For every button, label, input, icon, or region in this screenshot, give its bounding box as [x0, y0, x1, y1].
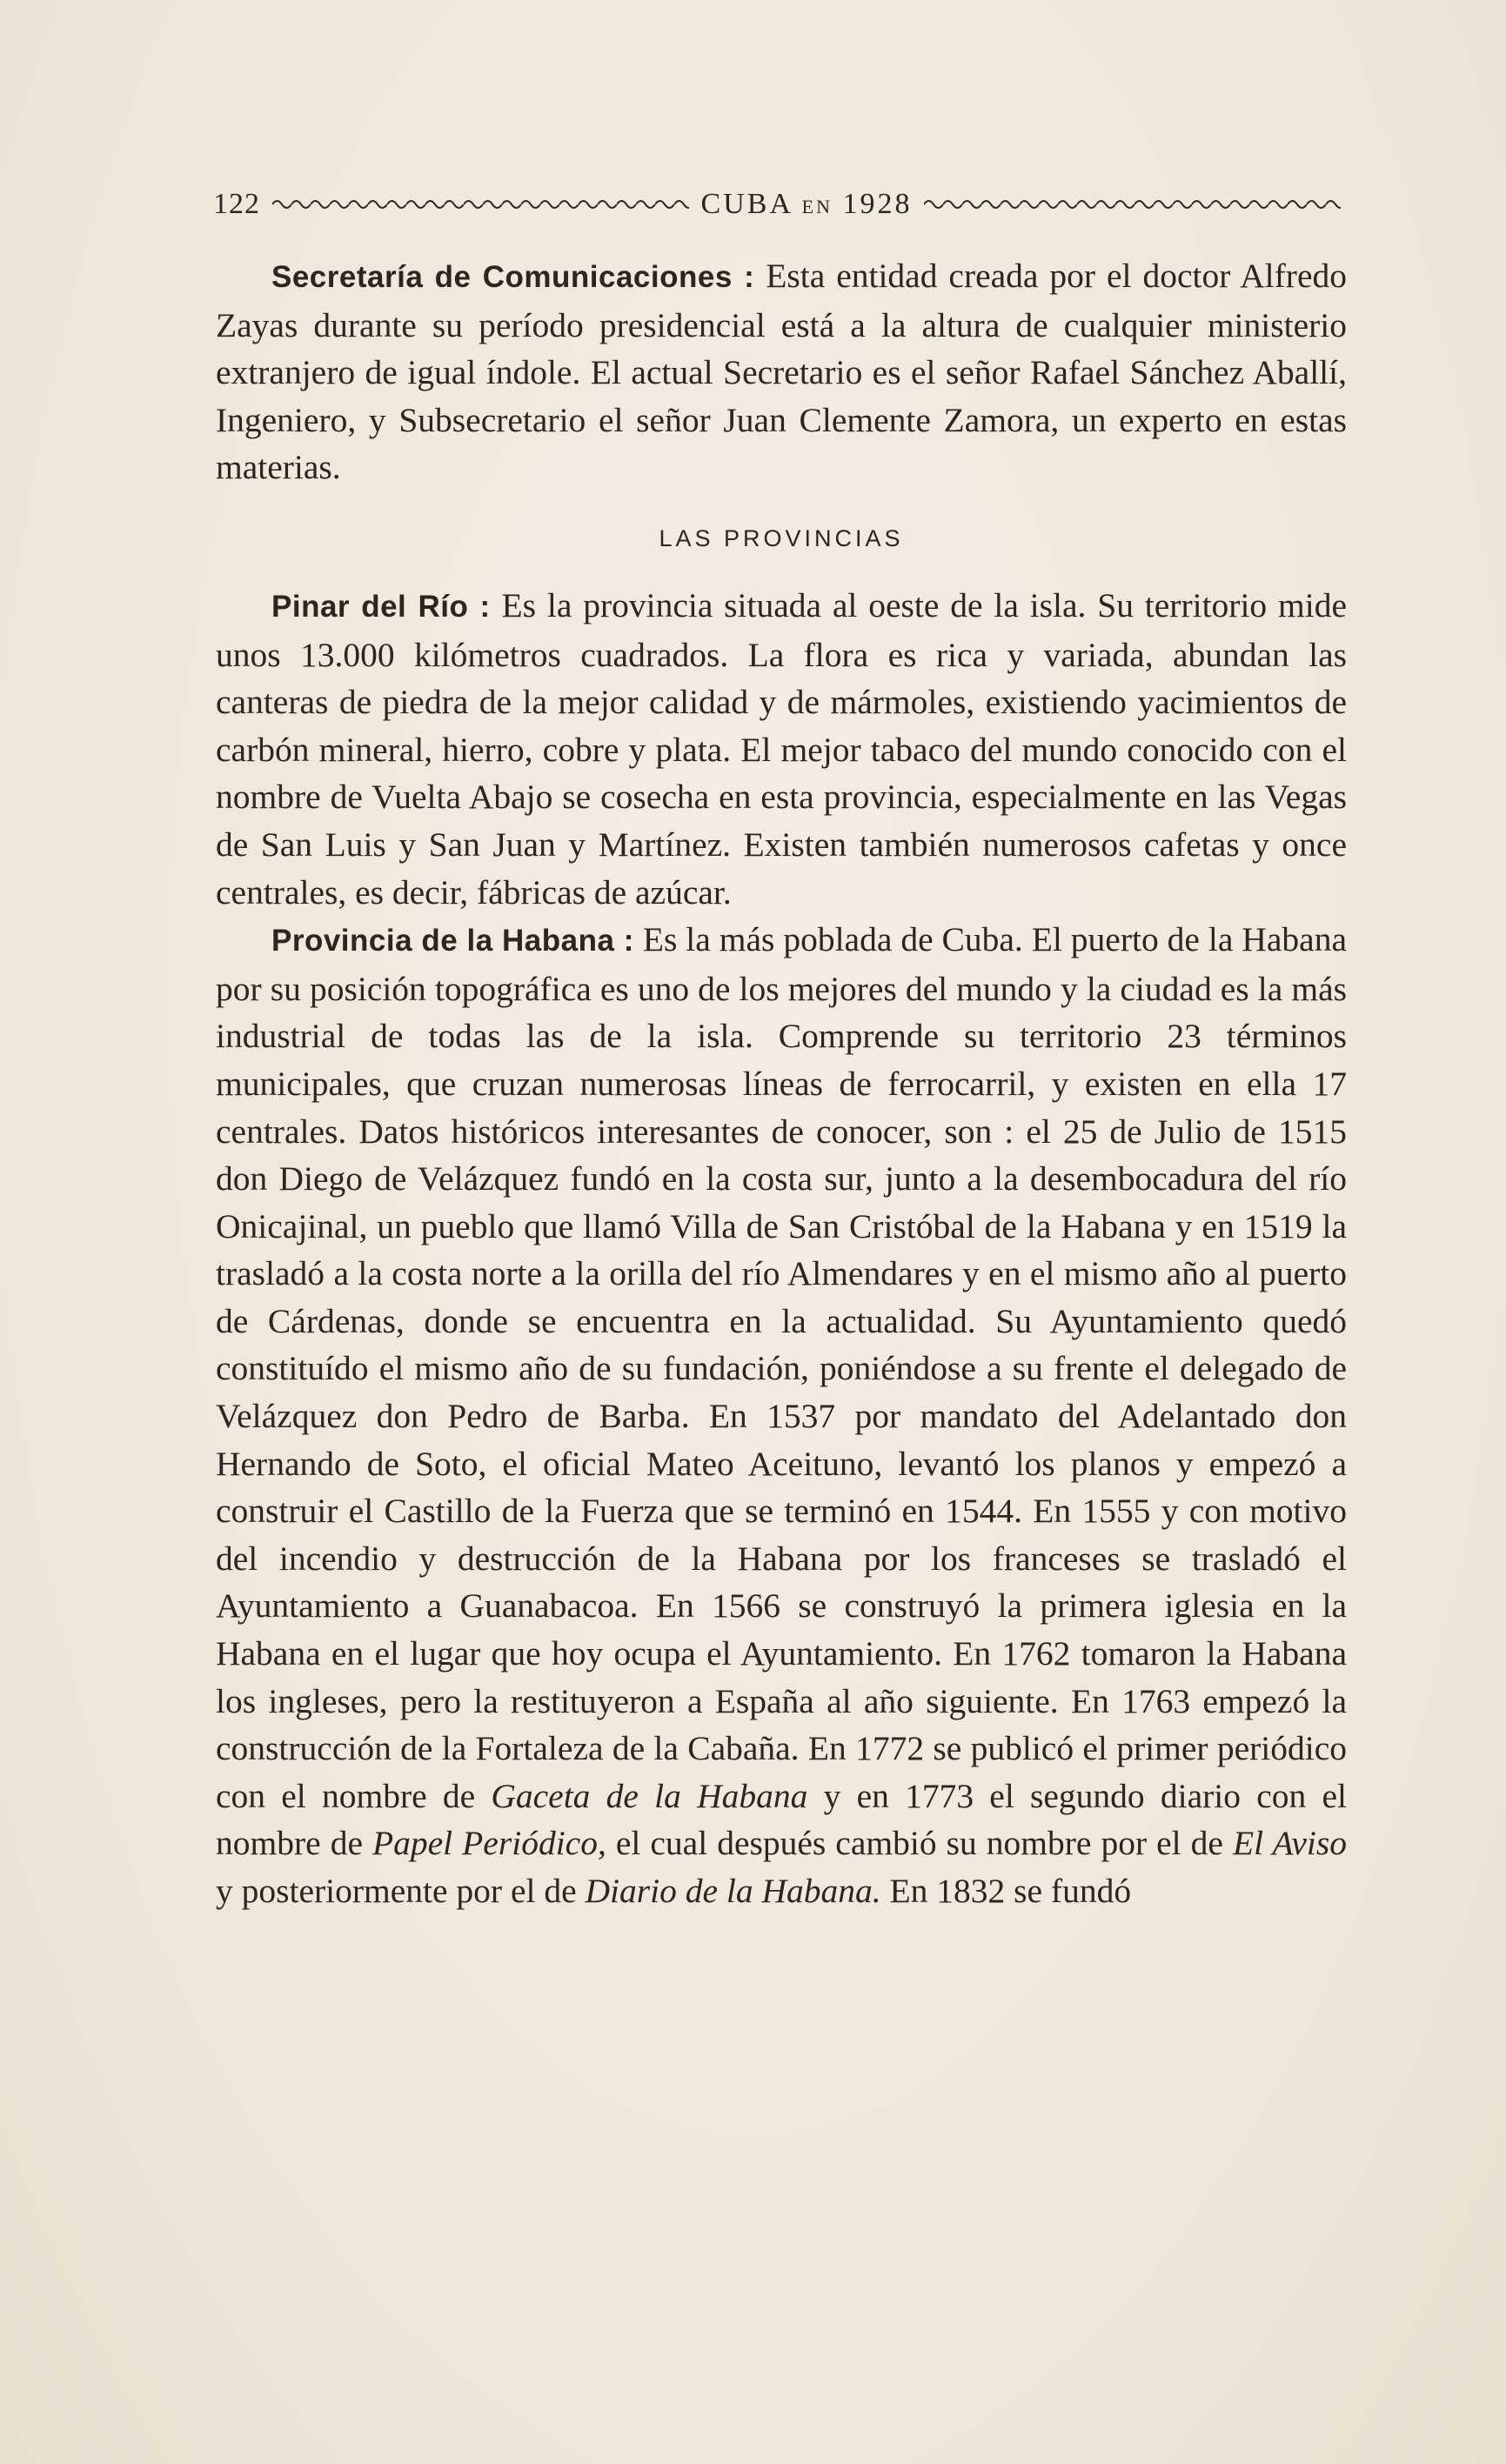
- paragraph-term: Provincia de la Habana :: [271, 924, 634, 958]
- running-title-year: 1928: [842, 188, 913, 220]
- paragraph-provincia-habana: [216, 916, 1347, 1914]
- paragraph-text: Es la más poblada de Cuba. El puerto de la Habana por su posición topográfica es uno de los mejores del mundo y la ciudad es la más industrial de todas las de la isla. Comprende su territorio 23 términos municipales, que cruzan numerosas líneas de ferrocarril, y existen en ella 17 centrales. Datos históricos interesantes de conocer, son : el 25 de Julio de 1515 don Diego de Velázquez fundó en la costa sur, junto a la desembocadura del río Onicajinal, un pueblo que llamó Villa de San Cristóbal de la Habana y en 1519 la trasladó a la costa norte a la orilla del río Almendares y en el mismo año al puerto de Cárdenas, donde se encuentra en la actualidad. Su Ayuntamiento quedó constituído el mismo año de su fundación, poniéndose a su frente el delegado de Velázquez don Pedro de Barba. En 1537 por mandato del Adelantado don Hernando de Soto, el oficial Mateo Aceituno, levantó los planos y empezó a construir el Castillo de la Fuerza que se terminó en 1544. En 1555 y con motivo del incendio y destrucción de la Habana por los franceses se trasladó el Ayuntamiento a Guanabacoa. En 1566 se construyó la primera iglesia en la Habana en el lugar que hoy ocupa el Ayuntamiento. En 1762 tomaron la Habana los ingleses, pero la restituyeron a España al año siguiente. En 1763 empezó la construcción de la Fortaleza de la Cabaña. En 1772 se publicó el primer periódico con el nombre de: [216, 920, 1347, 1815]
- paragraph-text: Es la provincia situada al oeste de la isla. Su territorio mide unos 13.000 kilómetros cuadrados. La flora es rica y variada, abundan las canteras de piedra de la mejor calidad y de mármoles, existiendo yacimientos de carbón mineral, hierro, cobre y plata. El mejor tabaco del mundo conocido con el nombre de Vuelta Abajo se cosecha en esta provincia, especialmente en las Vegas de San Luis y San Juan y Martínez. Existen también numerosos cafetas y once centrales, es decir, fábricas de azúcar.: [216, 585, 1347, 911]
- paragraph-term: Secretaría de Comunicaciones :: [271, 260, 755, 294]
- paragraph-comunicaciones: [216, 252, 1347, 491]
- italic-title: Diario de la Habana.: [585, 1872, 881, 1910]
- page-number: 122: [213, 188, 260, 220]
- ornamental-rule-left: [272, 196, 689, 213]
- paragraph-text: y posteriormente por el de: [216, 1872, 586, 1910]
- paragraph-pinar-del-rio: [216, 582, 1347, 916]
- running-title-main: CUBA: [700, 188, 793, 220]
- italic-title: Gaceta de la Habana: [491, 1776, 808, 1815]
- body-text: [216, 252, 1347, 1915]
- running-title: [701, 188, 913, 221]
- paragraph-text: y en 1773 el segundo diario con el nombre de: [216, 1776, 1347, 1863]
- running-header: [213, 183, 1353, 226]
- paragraph-text: Esta entidad creada por el doctor Alfredo Zayas durante su período presidencial está a la altura de cualquier ministerio extranjero de igual índole. El actual Secretario es el señor Rafael Sánchez Aballí, Ingeniero, y Subsecretario el señor Juan Clemente Zamora, un experto en estas materias.: [216, 257, 1347, 487]
- italic-title: El Aviso: [1233, 1824, 1347, 1863]
- italic-title: Papel Periódico,: [372, 1824, 606, 1863]
- paragraph-term: Pinar del Río :: [271, 589, 491, 624]
- section-heading: LAS PROVINCIAS: [659, 524, 904, 551]
- running-title-en: EN: [801, 196, 833, 217]
- ornamental-rule-right: [924, 196, 1341, 213]
- paragraph-text: En 1832 se fundó: [880, 1872, 1132, 1910]
- paragraph-text: el cual después cambió su nombre por el de: [606, 1824, 1233, 1863]
